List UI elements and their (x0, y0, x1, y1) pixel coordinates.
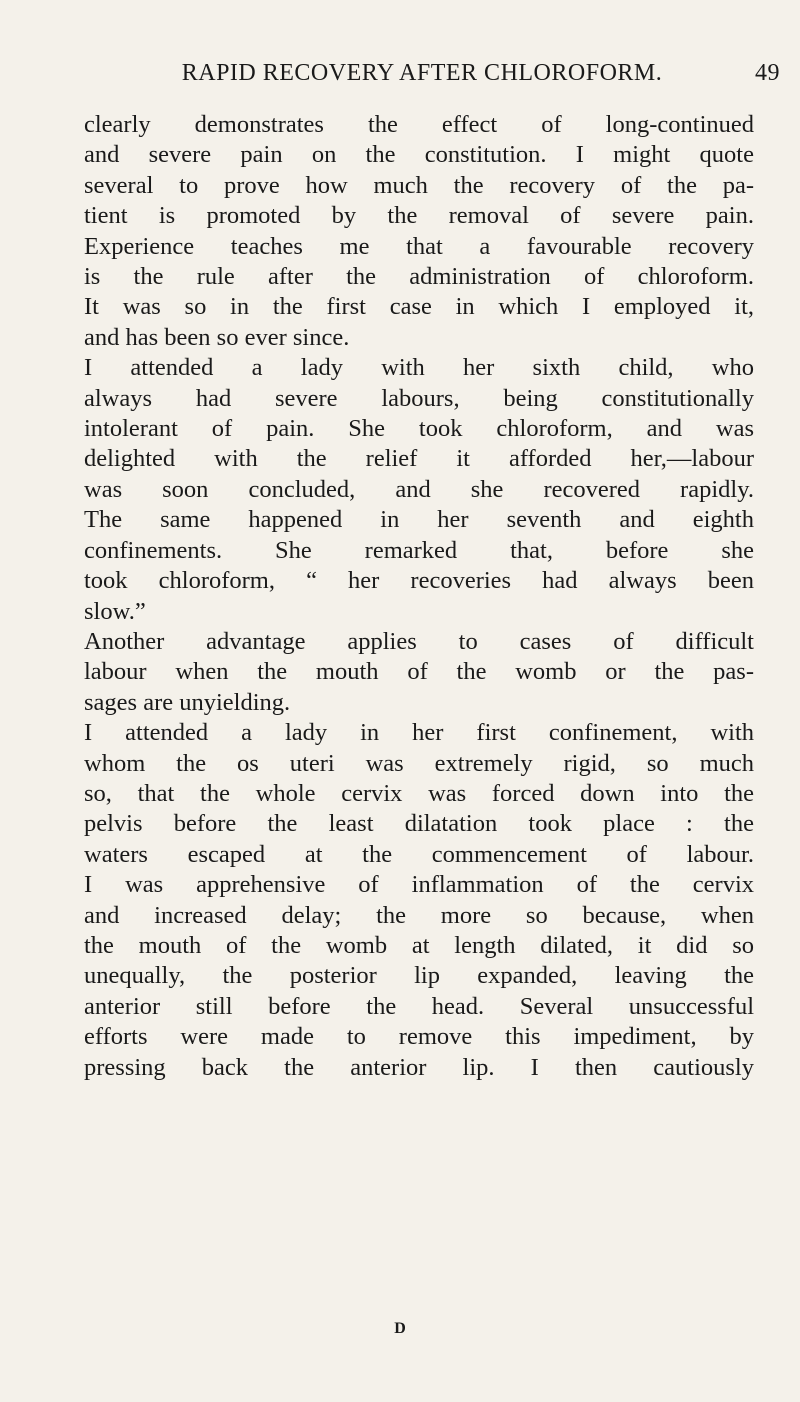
text-line: and severe pain on the constitution. I might quote (84, 141, 754, 169)
text-line: clearly demonstrates the effect of long-continued (84, 111, 754, 138)
text-line: waters escaped at the commencement of labour. (84, 840, 754, 868)
text-line: tient is promoted by the removal of severe pain. (84, 202, 754, 230)
text-line: the mouth of the womb at length dilated, it did so (84, 931, 754, 959)
text-line: pelvis before the least dilatation took place : the (84, 810, 754, 838)
text-line: is the rule after the administration of chloroform. (84, 263, 754, 291)
text-line: so, that the whole cervix was forced down into the (84, 779, 754, 807)
text-line: took chloroform, “ her recoveries had always been (84, 567, 754, 595)
text-line: anterior still before the head. Several unsuccessful (84, 992, 754, 1020)
text-line: delighted with the relief it afforded her,—labour (84, 445, 754, 473)
running-head (64, 60, 780, 100)
text-line: and has been so ever since. (84, 323, 350, 351)
body-text (84, 110, 754, 1083)
text-line: intolerant of pain. She took chloroform, and was (84, 415, 754, 443)
text-line: whom the os uteri was extremely rigid, so much (84, 749, 754, 777)
text-line: It was so in the first case in which I employed it, (84, 293, 754, 321)
text-line: slow.” (84, 597, 146, 625)
text-line: confinements. She remarked that, before she (84, 536, 754, 564)
text-line: was soon concluded, and she recovered rapidly. (84, 475, 754, 503)
text-line: I attended a lady in her first confinement, with (84, 719, 754, 747)
page-number: 49 (755, 60, 780, 86)
text-line: unequally, the posterior lip expanded, leaving the (84, 962, 754, 990)
text-line: efforts were made to remove this impediment, by (84, 1023, 754, 1051)
text-line: The same happened in her seventh and eighth (84, 506, 754, 534)
running-title: RAPID RECOVERY AFTER CHLOROFORM. (181, 60, 663, 86)
text-line: several to prove how much the recovery of the pa- (84, 171, 754, 199)
text-line: labour when the mouth of the womb or the pas- (84, 658, 754, 686)
text-line: and increased delay; the more so because, when (84, 901, 754, 929)
text-line: Experience teaches me that a favourable recovery (84, 232, 754, 260)
text-line: always had severe labours, being constitutionally (84, 384, 754, 412)
text-line: sages are unyielding. (84, 688, 291, 716)
signature-mark: D (394, 1320, 406, 1337)
text-line: Another advantage applies to cases of difficult (84, 627, 754, 655)
text-line: I was apprehensive of inflammation of the cervix (84, 871, 754, 899)
text-line: I attended a lady with her sixth child, who (84, 354, 754, 382)
text-line: pressing back the anterior lip. I then cautiously (84, 1053, 754, 1081)
